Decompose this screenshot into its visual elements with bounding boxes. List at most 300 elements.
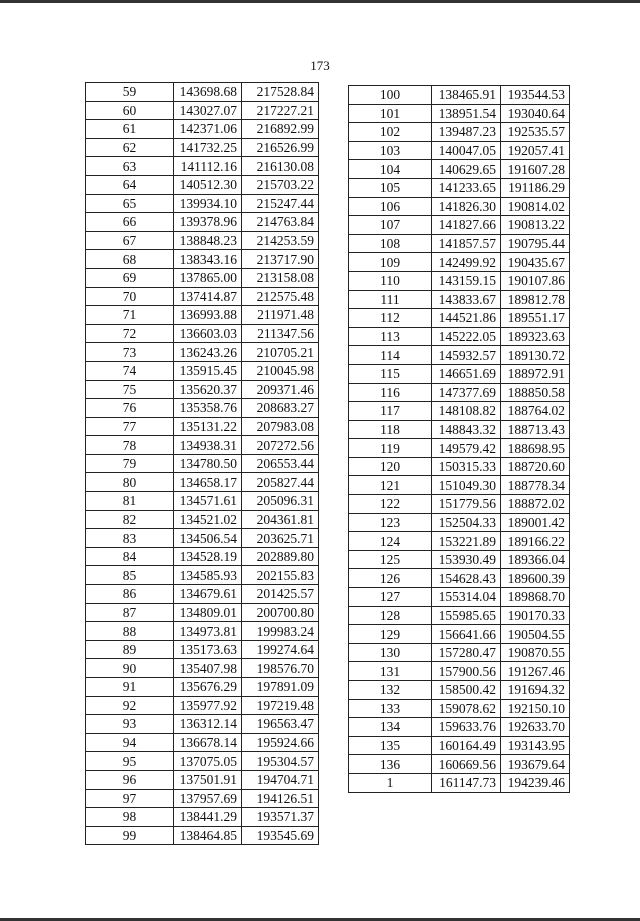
x-coordinate-cell: 135407.98 xyxy=(174,659,242,678)
table-row xyxy=(86,752,319,771)
x-coordinate-cell: 137957.69 xyxy=(174,789,242,808)
y-coordinate-cell: 190813.22 xyxy=(501,216,570,235)
table-row xyxy=(86,361,319,380)
table-row xyxy=(349,513,570,532)
table-row xyxy=(349,606,570,625)
point-number-cell: 131 xyxy=(349,662,432,681)
table-row xyxy=(349,476,570,495)
x-coordinate-cell: 148843.32 xyxy=(432,420,501,439)
point-number-cell: 85 xyxy=(86,566,174,585)
y-coordinate-cell: 204361.81 xyxy=(242,510,319,529)
table-row xyxy=(86,770,319,789)
point-number-cell: 112 xyxy=(349,309,432,328)
point-number-cell: 71 xyxy=(86,306,174,325)
x-coordinate-cell: 136243.26 xyxy=(174,343,242,362)
point-number-cell: 121 xyxy=(349,476,432,495)
table-row xyxy=(86,510,319,529)
x-coordinate-cell: 134973.81 xyxy=(174,622,242,641)
table-row xyxy=(349,495,570,514)
point-number-cell: 117 xyxy=(349,402,432,421)
y-coordinate-cell: 190435.67 xyxy=(501,253,570,272)
table-row xyxy=(86,715,319,734)
y-coordinate-cell: 189868.70 xyxy=(501,588,570,607)
point-number-cell: 75 xyxy=(86,380,174,399)
table-row xyxy=(349,327,570,346)
x-coordinate-cell: 156641.66 xyxy=(432,625,501,644)
table-row xyxy=(349,439,570,458)
point-number-cell: 124 xyxy=(349,532,432,551)
x-coordinate-cell: 134938.31 xyxy=(174,436,242,455)
y-coordinate-cell: 196563.47 xyxy=(242,715,319,734)
x-coordinate-cell: 136312.14 xyxy=(174,715,242,734)
point-number-cell: 61 xyxy=(86,120,174,139)
point-number-cell: 106 xyxy=(349,197,432,216)
y-coordinate-cell: 190814.02 xyxy=(501,197,570,216)
y-coordinate-cell: 190795.44 xyxy=(501,234,570,253)
point-number-cell: 99 xyxy=(86,826,174,845)
point-number-cell: 62 xyxy=(86,138,174,157)
y-coordinate-cell: 192535.57 xyxy=(501,123,570,142)
table-row xyxy=(349,86,570,105)
table-row xyxy=(86,157,319,176)
point-number-cell: 111 xyxy=(349,290,432,309)
point-number-cell: 92 xyxy=(86,696,174,715)
x-coordinate-cell: 134658.17 xyxy=(174,473,242,492)
x-coordinate-cell: 135131.22 xyxy=(174,417,242,436)
table-row xyxy=(86,603,319,622)
table-row xyxy=(86,250,319,269)
x-coordinate-cell: 138951.54 xyxy=(432,104,501,123)
x-coordinate-cell: 150315.33 xyxy=(432,457,501,476)
x-coordinate-cell: 137075.05 xyxy=(174,752,242,771)
point-number-cell: 73 xyxy=(86,343,174,362)
point-number-cell: 83 xyxy=(86,529,174,548)
x-coordinate-cell: 138465.91 xyxy=(432,86,501,105)
point-number-cell: 60 xyxy=(86,101,174,120)
table-row xyxy=(349,532,570,551)
table-row xyxy=(86,789,319,808)
y-coordinate-cell: 213717.90 xyxy=(242,250,319,269)
point-number-cell: 82 xyxy=(86,510,174,529)
y-coordinate-cell: 195304.57 xyxy=(242,752,319,771)
point-number-cell: 63 xyxy=(86,157,174,176)
table-row xyxy=(86,696,319,715)
point-number-cell: 77 xyxy=(86,417,174,436)
y-coordinate-cell: 188850.58 xyxy=(501,383,570,402)
point-number-cell: 102 xyxy=(349,123,432,142)
table-row xyxy=(86,640,319,659)
y-coordinate-cell: 188872.02 xyxy=(501,495,570,514)
point-number-cell: 109 xyxy=(349,253,432,272)
table-row xyxy=(349,383,570,402)
table-row xyxy=(86,529,319,548)
y-coordinate-cell: 193679.64 xyxy=(501,755,570,774)
y-coordinate-cell: 188764.02 xyxy=(501,402,570,421)
y-coordinate-cell: 190107.86 xyxy=(501,271,570,290)
y-coordinate-cell: 193040.64 xyxy=(501,104,570,123)
y-coordinate-cell: 189166.22 xyxy=(501,532,570,551)
x-coordinate-cell: 140512.30 xyxy=(174,175,242,194)
x-coordinate-cell: 137865.00 xyxy=(174,268,242,287)
table-row xyxy=(349,773,570,792)
x-coordinate-cell: 149579.42 xyxy=(432,439,501,458)
x-coordinate-cell: 152504.33 xyxy=(432,513,501,532)
table-row xyxy=(86,733,319,752)
x-coordinate-cell: 134528.19 xyxy=(174,547,242,566)
point-number-cell: 128 xyxy=(349,606,432,625)
x-coordinate-cell: 143833.67 xyxy=(432,290,501,309)
table-row xyxy=(86,547,319,566)
table-row xyxy=(349,718,570,737)
table-row xyxy=(349,588,570,607)
table-row xyxy=(86,268,319,287)
y-coordinate-cell: 202889.80 xyxy=(242,547,319,566)
table-row xyxy=(349,104,570,123)
point-number-cell: 115 xyxy=(349,364,432,383)
table-row xyxy=(86,194,319,213)
point-number-cell: 65 xyxy=(86,194,174,213)
y-coordinate-cell: 194126.51 xyxy=(242,789,319,808)
y-coordinate-cell: 194704.71 xyxy=(242,770,319,789)
x-coordinate-cell: 134780.50 xyxy=(174,454,242,473)
y-coordinate-cell: 199983.24 xyxy=(242,622,319,641)
y-coordinate-cell: 214763.84 xyxy=(242,213,319,232)
x-coordinate-cell: 153221.89 xyxy=(432,532,501,551)
x-coordinate-cell: 141857.57 xyxy=(432,234,501,253)
y-coordinate-cell: 215703.22 xyxy=(242,175,319,194)
table-row xyxy=(86,585,319,604)
table-row xyxy=(86,213,319,232)
point-number-cell: 86 xyxy=(86,585,174,604)
table-row xyxy=(349,643,570,662)
x-coordinate-cell: 139487.23 xyxy=(432,123,501,142)
y-coordinate-cell: 191267.46 xyxy=(501,662,570,681)
y-coordinate-cell: 197219.48 xyxy=(242,696,319,715)
y-coordinate-cell: 192057.41 xyxy=(501,141,570,160)
y-coordinate-cell: 202155.83 xyxy=(242,566,319,585)
point-number-cell: 97 xyxy=(86,789,174,808)
table-row xyxy=(349,197,570,216)
point-number-cell: 101 xyxy=(349,104,432,123)
x-coordinate-cell: 139378.96 xyxy=(174,213,242,232)
y-coordinate-cell: 200700.80 xyxy=(242,603,319,622)
point-number-cell: 1 xyxy=(349,773,432,792)
point-number-cell: 72 xyxy=(86,324,174,343)
y-coordinate-cell: 217227.21 xyxy=(242,101,319,120)
y-coordinate-cell: 189323.63 xyxy=(501,327,570,346)
y-coordinate-cell: 191607.28 xyxy=(501,160,570,179)
point-number-cell: 68 xyxy=(86,250,174,269)
x-coordinate-cell: 140629.65 xyxy=(432,160,501,179)
x-coordinate-cell: 141732.25 xyxy=(174,138,242,157)
table-row xyxy=(86,436,319,455)
point-number-cell: 78 xyxy=(86,436,174,455)
table-row xyxy=(349,290,570,309)
point-number-cell: 110 xyxy=(349,271,432,290)
x-coordinate-cell: 141827.66 xyxy=(432,216,501,235)
table-row xyxy=(86,101,319,120)
table-row xyxy=(349,271,570,290)
point-number-cell: 130 xyxy=(349,643,432,662)
table-row xyxy=(349,457,570,476)
point-number-cell: 94 xyxy=(86,733,174,752)
table-row xyxy=(86,566,319,585)
y-coordinate-cell: 189600.39 xyxy=(501,569,570,588)
x-coordinate-cell: 151049.30 xyxy=(432,476,501,495)
point-number-cell: 80 xyxy=(86,473,174,492)
y-coordinate-cell: 193143.95 xyxy=(501,736,570,755)
table-row xyxy=(349,141,570,160)
coordinate-table-right xyxy=(348,85,570,793)
y-coordinate-cell: 190870.55 xyxy=(501,643,570,662)
table-row xyxy=(86,399,319,418)
point-number-cell: 122 xyxy=(349,495,432,514)
y-coordinate-cell: 207983.08 xyxy=(242,417,319,436)
table-row xyxy=(349,625,570,644)
table-row xyxy=(86,231,319,250)
point-number-cell: 95 xyxy=(86,752,174,771)
point-number-cell: 96 xyxy=(86,770,174,789)
x-coordinate-cell: 141233.65 xyxy=(432,178,501,197)
x-coordinate-cell: 145222.05 xyxy=(432,327,501,346)
table-row xyxy=(86,306,319,325)
x-coordinate-cell: 159633.76 xyxy=(432,718,501,737)
x-coordinate-cell: 136993.88 xyxy=(174,306,242,325)
x-coordinate-cell: 138848.23 xyxy=(174,231,242,250)
y-coordinate-cell: 194239.46 xyxy=(501,773,570,792)
y-coordinate-cell: 217528.84 xyxy=(242,83,319,102)
y-coordinate-cell: 215247.44 xyxy=(242,194,319,213)
x-coordinate-cell: 134521.02 xyxy=(174,510,242,529)
table-row xyxy=(86,659,319,678)
x-coordinate-cell: 135620.37 xyxy=(174,380,242,399)
point-number-cell: 87 xyxy=(86,603,174,622)
point-number-cell: 127 xyxy=(349,588,432,607)
page-number: 173 xyxy=(310,58,330,73)
point-number-cell: 67 xyxy=(86,231,174,250)
y-coordinate-cell: 189366.04 xyxy=(501,550,570,569)
x-coordinate-cell: 134809.01 xyxy=(174,603,242,622)
y-coordinate-cell: 199274.64 xyxy=(242,640,319,659)
table-row xyxy=(349,569,570,588)
y-coordinate-cell: 210045.98 xyxy=(242,361,319,380)
x-coordinate-cell: 143698.68 xyxy=(174,83,242,102)
x-coordinate-cell: 138464.85 xyxy=(174,826,242,845)
y-coordinate-cell: 192150.10 xyxy=(501,699,570,718)
point-number-cell: 88 xyxy=(86,622,174,641)
table-row xyxy=(349,178,570,197)
y-coordinate-cell: 191694.32 xyxy=(501,681,570,700)
y-coordinate-cell: 193545.69 xyxy=(242,826,319,845)
point-number-cell: 125 xyxy=(349,550,432,569)
point-number-cell: 108 xyxy=(349,234,432,253)
point-number-cell: 104 xyxy=(349,160,432,179)
x-coordinate-cell: 143027.07 xyxy=(174,101,242,120)
point-number-cell: 103 xyxy=(349,141,432,160)
table-row xyxy=(86,324,319,343)
y-coordinate-cell: 209371.46 xyxy=(242,380,319,399)
y-coordinate-cell: 192633.70 xyxy=(501,718,570,737)
table-row xyxy=(86,83,319,102)
y-coordinate-cell: 211347.56 xyxy=(242,324,319,343)
x-coordinate-cell: 134506.54 xyxy=(174,529,242,548)
x-coordinate-cell: 159078.62 xyxy=(432,699,501,718)
x-coordinate-cell: 158500.42 xyxy=(432,681,501,700)
y-coordinate-cell: 212575.48 xyxy=(242,287,319,306)
point-number-cell: 119 xyxy=(349,439,432,458)
point-number-cell: 93 xyxy=(86,715,174,734)
table-row xyxy=(349,234,570,253)
table-row xyxy=(349,216,570,235)
table-row xyxy=(349,699,570,718)
table-row xyxy=(349,402,570,421)
table-row xyxy=(349,253,570,272)
point-number-cell: 84 xyxy=(86,547,174,566)
coordinate-table-left xyxy=(85,82,319,845)
y-coordinate-cell: 188713.43 xyxy=(501,420,570,439)
x-coordinate-cell: 154628.43 xyxy=(432,569,501,588)
x-coordinate-cell: 143159.15 xyxy=(432,271,501,290)
point-number-cell: 66 xyxy=(86,213,174,232)
point-number-cell: 120 xyxy=(349,457,432,476)
table-row xyxy=(349,681,570,700)
point-number-cell: 123 xyxy=(349,513,432,532)
point-number-cell: 114 xyxy=(349,346,432,365)
x-coordinate-cell: 146651.69 xyxy=(432,364,501,383)
x-coordinate-cell: 148108.82 xyxy=(432,402,501,421)
y-coordinate-cell: 198576.70 xyxy=(242,659,319,678)
table-row xyxy=(86,343,319,362)
y-coordinate-cell: 214253.59 xyxy=(242,231,319,250)
y-coordinate-cell: 190170.33 xyxy=(501,606,570,625)
table-row xyxy=(86,826,319,845)
y-coordinate-cell: 216526.99 xyxy=(242,138,319,157)
x-coordinate-cell: 141826.30 xyxy=(432,197,501,216)
table-row xyxy=(349,420,570,439)
x-coordinate-cell: 138441.29 xyxy=(174,808,242,827)
point-number-cell: 129 xyxy=(349,625,432,644)
x-coordinate-cell: 160164.49 xyxy=(432,736,501,755)
y-coordinate-cell: 207272.56 xyxy=(242,436,319,455)
point-number-cell: 100 xyxy=(349,86,432,105)
y-coordinate-cell: 189551.17 xyxy=(501,309,570,328)
point-number-cell: 89 xyxy=(86,640,174,659)
table-row xyxy=(86,417,319,436)
y-coordinate-cell: 210705.21 xyxy=(242,343,319,362)
x-coordinate-cell: 145932.57 xyxy=(432,346,501,365)
x-coordinate-cell: 157900.56 xyxy=(432,662,501,681)
point-number-cell: 59 xyxy=(86,83,174,102)
point-number-cell: 79 xyxy=(86,454,174,473)
y-coordinate-cell: 190504.55 xyxy=(501,625,570,644)
point-number-cell: 116 xyxy=(349,383,432,402)
x-coordinate-cell: 136603.03 xyxy=(174,324,242,343)
table-row xyxy=(86,678,319,697)
x-coordinate-cell: 135173.63 xyxy=(174,640,242,659)
y-coordinate-cell: 216892.99 xyxy=(242,120,319,139)
y-coordinate-cell: 203625.71 xyxy=(242,529,319,548)
table-row xyxy=(86,454,319,473)
y-coordinate-cell: 213158.08 xyxy=(242,268,319,287)
table-row xyxy=(86,380,319,399)
point-number-cell: 105 xyxy=(349,178,432,197)
y-coordinate-cell: 189130.72 xyxy=(501,346,570,365)
y-coordinate-cell: 191186.29 xyxy=(501,178,570,197)
y-coordinate-cell: 188972.91 xyxy=(501,364,570,383)
table-row xyxy=(86,120,319,139)
table-row xyxy=(349,123,570,142)
x-coordinate-cell: 142499.92 xyxy=(432,253,501,272)
point-number-cell: 91 xyxy=(86,678,174,697)
point-number-cell: 133 xyxy=(349,699,432,718)
point-number-cell: 64 xyxy=(86,175,174,194)
point-number-cell: 81 xyxy=(86,492,174,511)
point-number-cell: 113 xyxy=(349,327,432,346)
x-coordinate-cell: 144521.86 xyxy=(432,309,501,328)
y-coordinate-cell: 193544.53 xyxy=(501,86,570,105)
y-coordinate-cell: 189812.78 xyxy=(501,290,570,309)
y-coordinate-cell: 205827.44 xyxy=(242,473,319,492)
x-coordinate-cell: 135915.45 xyxy=(174,361,242,380)
table-row xyxy=(349,309,570,328)
x-coordinate-cell: 155985.65 xyxy=(432,606,501,625)
x-coordinate-cell: 151779.56 xyxy=(432,495,501,514)
x-coordinate-cell: 140047.05 xyxy=(432,141,501,160)
point-number-cell: 132 xyxy=(349,681,432,700)
y-coordinate-cell: 205096.31 xyxy=(242,492,319,511)
x-coordinate-cell: 141112.16 xyxy=(174,157,242,176)
y-coordinate-cell: 193571.37 xyxy=(242,808,319,827)
x-coordinate-cell: 135676.29 xyxy=(174,678,242,697)
point-number-cell: 136 xyxy=(349,755,432,774)
x-coordinate-cell: 139934.10 xyxy=(174,194,242,213)
x-coordinate-cell: 134571.61 xyxy=(174,492,242,511)
table-row xyxy=(349,662,570,681)
y-coordinate-cell: 208683.27 xyxy=(242,399,319,418)
table-row xyxy=(86,808,319,827)
table-row xyxy=(86,492,319,511)
point-number-cell: 134 xyxy=(349,718,432,737)
point-number-cell: 118 xyxy=(349,420,432,439)
x-coordinate-cell: 138343.16 xyxy=(174,250,242,269)
point-number-cell: 76 xyxy=(86,399,174,418)
table-row xyxy=(86,138,319,157)
table-row xyxy=(86,175,319,194)
x-coordinate-cell: 135358.76 xyxy=(174,399,242,418)
y-coordinate-cell: 216130.08 xyxy=(242,157,319,176)
x-coordinate-cell: 155314.04 xyxy=(432,588,501,607)
y-coordinate-cell: 206553.44 xyxy=(242,454,319,473)
x-coordinate-cell: 160669.56 xyxy=(432,755,501,774)
scan-edge-top xyxy=(0,0,640,3)
y-coordinate-cell: 188778.34 xyxy=(501,476,570,495)
point-number-cell: 98 xyxy=(86,808,174,827)
x-coordinate-cell: 157280.47 xyxy=(432,643,501,662)
x-coordinate-cell: 134585.93 xyxy=(174,566,242,585)
table-row xyxy=(349,346,570,365)
x-coordinate-cell: 142371.06 xyxy=(174,120,242,139)
y-coordinate-cell: 188698.95 xyxy=(501,439,570,458)
y-coordinate-cell: 189001.42 xyxy=(501,513,570,532)
y-coordinate-cell: 195924.66 xyxy=(242,733,319,752)
y-coordinate-cell: 201425.57 xyxy=(242,585,319,604)
x-coordinate-cell: 153930.49 xyxy=(432,550,501,569)
x-coordinate-cell: 135977.92 xyxy=(174,696,242,715)
table-row xyxy=(349,736,570,755)
x-coordinate-cell: 161147.73 xyxy=(432,773,501,792)
y-coordinate-cell: 188720.60 xyxy=(501,457,570,476)
table-row xyxy=(349,364,570,383)
